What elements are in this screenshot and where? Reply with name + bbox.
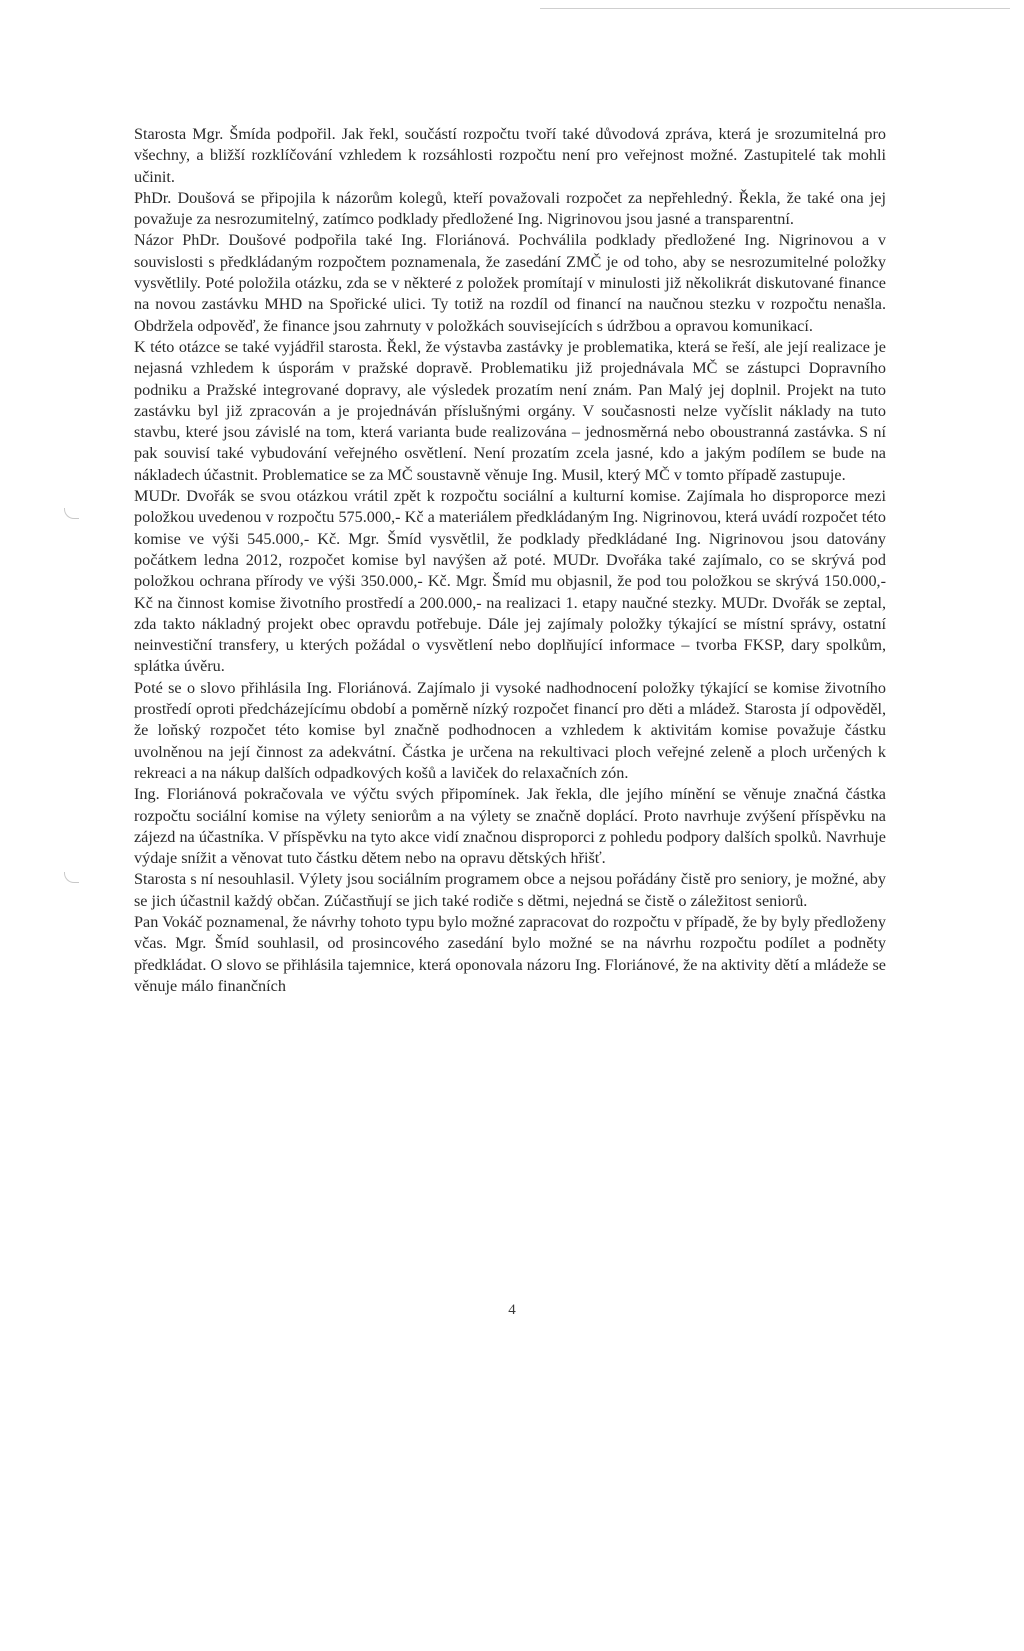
paragraph: K této otázce se také vyjádřil starosta. Řekl, že výstavba zastávky je problematika, která se řeší, ale její realizace je nejasná vzhledem k úsporám v pražské dopravě. Problematiku již projednávala MČ se zástupci Dopravního podniku a Pražské integrované dopravy, ale výsledek prozatím není znám. Pan Malý jej doplnil. Projekt na tuto zastávku byl již zpracován a je projednáván příslušnými orgány. V současnosti nelze vyčíslit náklady na tuto stavbu, které jsou závislé na tom, která varianta bude realizována – jednosměrná nebo oboustranná zastávka. S ní pak souvisí také vybudování veřejného osvětlení. Není prozatím zcela jasné, kdo a jakým podílem se bude na nákladech účastnit. Problematice se za MČ soustavně věnuje Ing. Musil, který MČ v tomto případě zastupuje. [134,337,886,484]
document-body [134,124,886,997]
paragraph: Názor PhDr. Doušové podpořila také Ing. Floriánová. Pochválila podklady předložené Ing. Nigrinovou a v souvislosti s předkládaným rozpočtem poznamenala, že zasedání ZMČ je od toho, aby se nesrozumitelné položky vysvětlily. Poté položila otázku, zda se v některé z položek promítají v minulosti již několikrát diskutované finance na novou zastávku MHD na Spořické ulici. Ty totiž na rozdíl od financí na naučnou stezku v rozpočtu nenašla. Obdržela odpověď, že finance jsou zahrnuty v položkách souvisejících s údržbou a opravou komunikací. [134,231,886,335]
scan-edge-line [540,8,1010,9]
paragraph: MUDr. Dvořák se svou otázkou vrátil zpět k rozpočtu sociální a kulturní komise. Zajímala ho disproporce mezi položkou uvedenou v rozpočtu 575.000,- Kč a materiálem předkládaným Ing. Nigrinovou, která uvádí rozpočet této komise ve výši 545.000,- Kč. Mgr. Šmíd vysvětlil, že podklady předkládané Ing. Nigrinovou jsou datovány počátkem ledna 2012, rozpočet komise byl navýšen až poté. MUDr. Dvořáka také zajímalo, co se skrývá pod položkou ochrana přírody ve výši 350.000,- Kč. Mgr. Šmíd mu objasnil, že pod tou položkou se skrývá 150.000,- Kč na činnost komise životního prostředí a 200.000,- na realizaci 1. etapy naučné stezky. MUDr. Dvořák se zeptal, zda takto nákladný projekt obec opravdu potřebuje. Dále jej zajímaly položky týkající se místní správy, ostatní neinvestiční transfery, u kterých požádal o vysvětlení nebo doplňující informace – tvorba FKSP, dary spolkům, splátka úvěru. [134,487,886,676]
paragraph: Pan Vokáč poznamenal, že návrhy tohoto typu bylo možné zapracovat do rozpočtu v případě, že by byly předloženy včas. Mgr. Šmíd souhlasil, od prosincového zasedání bylo možné se na návrhu rozpočtu podílet a podněty předkládat. O slovo se přihlásila tajemnice, která oponovala názoru Ing. Floriánové, že na aktivity dětí a mládeže se věnuje málo finančních [134,912,886,995]
margin-mark [64,508,79,519]
paragraph: Starosta s ní nesouhlasil. Výlety jsou sociálním programem obce a nejsou pořádány čistě pro seniory, je možné, aby se jich účastnil každý občan. Zúčastňují se jich také rodiče s dětmi, nejedná se čistě o záležitost seniorů. [134,870,886,910]
paragraph: Ing. Floriánová pokračovala ve výčtu svých připomínek. Jak řekla, dle jejího mínění se věnuje značná částka rozpočtu sociální komise na výlety seniorům a na výlety se značně doplácí. Proto navrhuje zvýšení příspěvku na zájezd na účastníka. V příspěvku na tyto akce vidí značnou disproporci z pohledu podpory dalších spolků. Navrhuje výdaje snížit a věnovat tuto částku dětem nebo na opravu dětských hřišť. [134,785,886,868]
paragraph: PhDr. Doušová se připojila k názorům kolegů, kteří považovali rozpočet za nepřehledný. Řekla, že také ona jej považuje za nesrozumitelný, zatímco podklady předložené Ing. Nigrinovou jsou jasné a transparentní. [134,188,886,229]
page-number: 4 [508,1302,516,1318]
paragraph: Poté se o slovo přihlásila Ing. Floriánová. Zajímalo ji vysoké nadhodnocení položky týkající se komise životního prostředí oproti předcházejícímu období a poměrně nízký rozpočet financí pro děti a mládež. Starosta jí odpověděl, že loňský rozpočet této komise byl značně podhodnocen a vzhledem k aktivitám komise považuje částku uvolněnou na její činnost za adekvátní. Částka je určena na rekultivaci ploch veřejné zeleně a ploch určených k rekreaci a na nákup dalších odpadkových košů a laviček do relaxačních zón. [134,678,886,782]
paragraph: Starosta Mgr. Šmída podpořil. Jak řekl, součástí rozpočtu tvoří také důvodová zpráva, která je srozumitelná pro všechny, a bližší rozklíčování vzhledem k rozsáhlosti rozpočtu není pro veřejnost možné. Zastupitelé tak mohli učinit. [134,125,886,186]
margin-mark [64,872,79,883]
